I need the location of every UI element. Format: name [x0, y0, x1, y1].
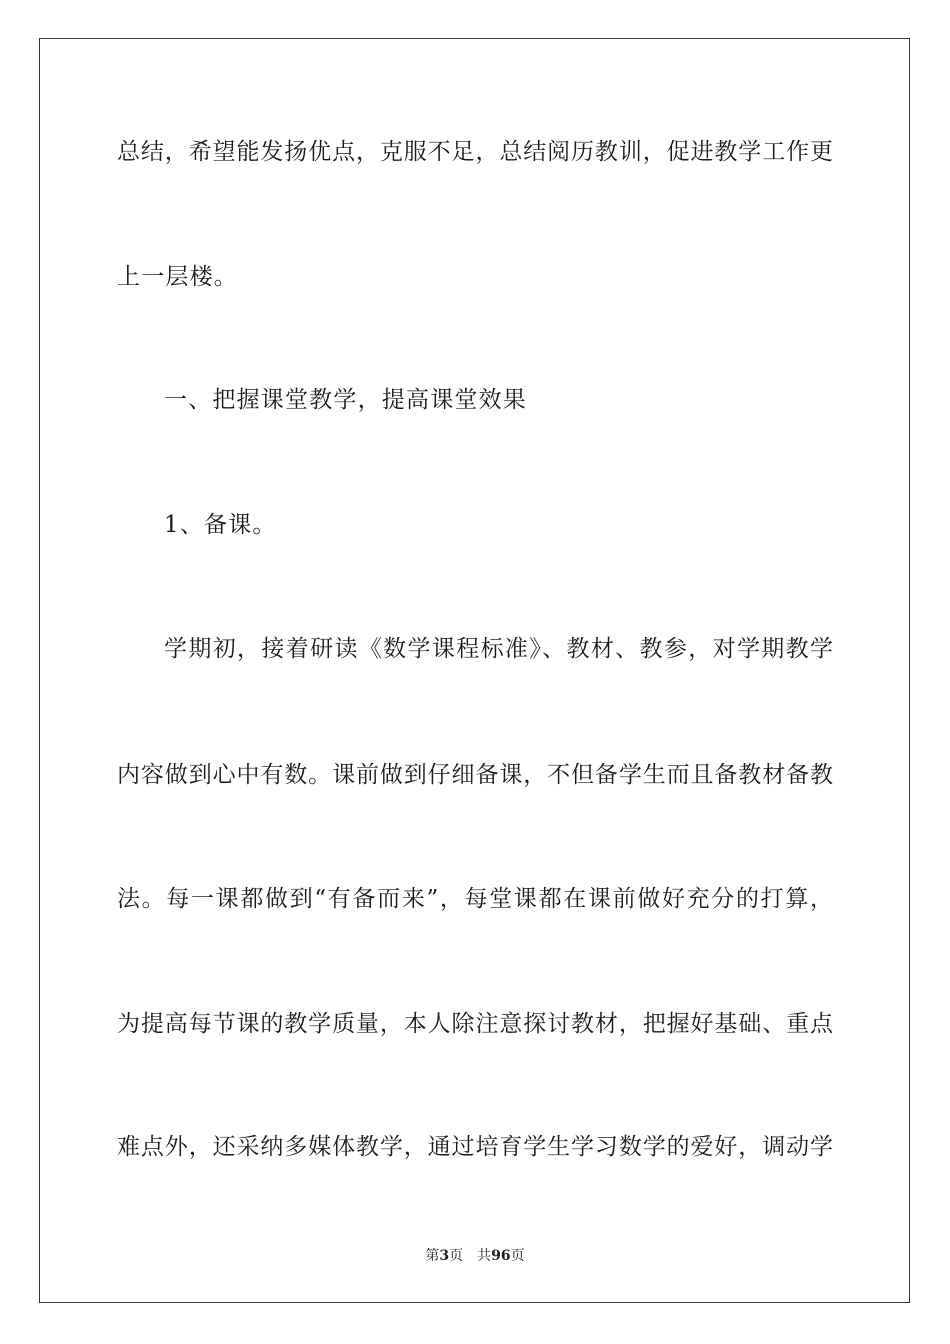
text-line: 难点外，还采纳多媒体教学，通过培育学生学习数学的爱好，调动学: [117, 1134, 833, 1160]
text-line: 总结，希望能发扬优点，克服不足，总结阅历教训，促进教学工作更: [117, 139, 833, 165]
subsection-heading: 1、备课。: [164, 512, 277, 538]
footer-total-suffix: 页: [510, 1248, 525, 1264]
text-line: 上一层楼。: [117, 264, 238, 290]
text-line: 为提高每节课的教学质量，本人除注意探讨教材，把握好基础、重点: [117, 1011, 833, 1037]
text-line: 内容做到心中有数。课前做到仔细备课，不但备学生而且备教材备教: [117, 762, 833, 788]
page-footer: [0, 1247, 950, 1265]
footer-prefix: 第: [425, 1248, 440, 1264]
page-border: [39, 38, 910, 1303]
total-pages: 96: [491, 1248, 511, 1264]
page-number: 3: [439, 1248, 450, 1264]
text-line: 法。每一课都做到“有备而来”，每堂课都在课前做好充分的打算，: [117, 886, 833, 912]
footer-page-suffix: 页: [449, 1248, 464, 1264]
text-line: 学期初，接着研读《数学课程标准》、教材、教参，对学期教学: [164, 636, 833, 662]
footer-total-prefix: 共: [477, 1248, 492, 1264]
section-heading: 一、把握课堂教学，提高课堂效果: [164, 387, 527, 413]
